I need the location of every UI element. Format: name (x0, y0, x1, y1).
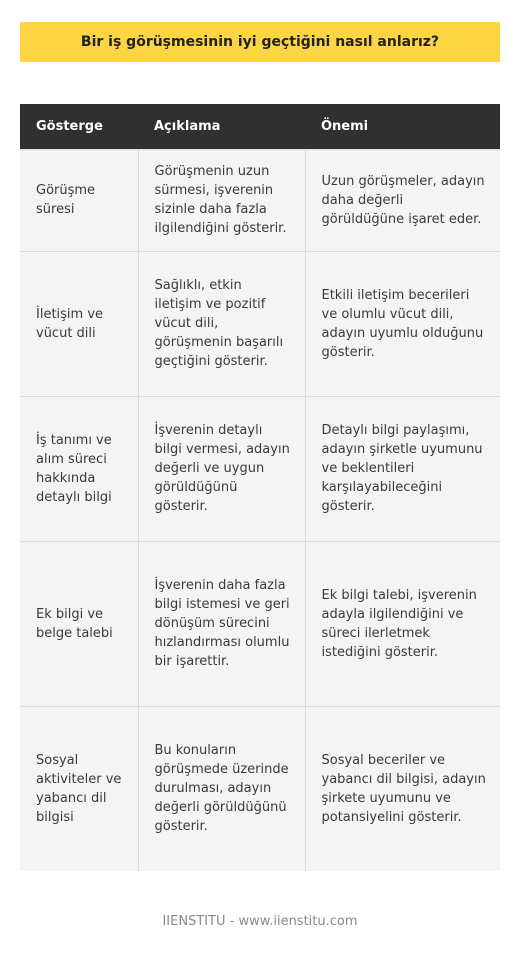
info-table (20, 104, 500, 871)
cell-aciklama: Sağlıklı, etkin iletişim ve pozitif vücut dili, görüşmenin başarılı geçtiğini gösterir. (138, 251, 305, 396)
cell-onemi: Detaylı bilgi paylaşımı, adayın şirketle uyumunu ve beklentileri karşılayabileceğini gösterir. (305, 396, 500, 541)
cell-gosterge: Ek bilgi ve belge talebi (20, 541, 138, 706)
cell-gosterge: Sosyal aktiviteler ve yabancı dil bilgisi (20, 706, 138, 871)
table-row (20, 396, 500, 541)
table-row (20, 541, 500, 706)
cell-aciklama: Görüşmenin uzun sürmesi, işverenin sizinle daha fazla ilgilendiğini gösterir. (138, 149, 305, 251)
title-banner (20, 22, 500, 62)
page-title: Bir iş görüşmesinin iyi geçtiğini nasıl anlarız? (80, 34, 440, 50)
table-row (20, 706, 500, 871)
table-row (20, 149, 500, 251)
table-row (20, 251, 500, 396)
cell-gosterge: İletişim ve vücut dili (20, 251, 138, 396)
header-onemi: Önemi (305, 104, 500, 149)
cell-onemi: Ek bilgi talebi, işverenin adayla ilgilendiğini ve süreci ilerletmek istediğini gösterir. (305, 541, 500, 706)
header-gosterge: Gösterge (20, 104, 138, 149)
cell-onemi: Sosyal beceriler ve yabancı dil bilgisi, adayın şirkete uyumunu ve potansiyelini gösterir. (305, 706, 500, 871)
cell-gosterge: Görüşme süresi (20, 149, 138, 251)
cell-onemi: Uzun görüşmeler, adayın daha değerli görüldüğüne işaret eder. (305, 149, 500, 251)
cell-aciklama: İşverenin detaylı bilgi vermesi, adayın değerli ve uygun görüldüğünü gösterir. (138, 396, 305, 541)
footer-text: IIENSTITU - www.iienstitu.com (162, 914, 358, 929)
header-aciklama: Açıklama (138, 104, 305, 149)
cell-gosterge: İş tanımı ve alım süreci hakkında detaylı bilgi (20, 396, 138, 541)
table-header-row (20, 104, 500, 149)
cell-aciklama: İşverenin daha fazla bilgi istemesi ve geri dönüşüm sürecini hızlandırması olumlu bir işarettir. (138, 541, 305, 706)
cell-aciklama: Bu konuların görüşmede üzerinde durulması, adayın değerli görüldüğünü gösterir. (138, 706, 305, 871)
cell-onemi: Etkili iletişim becerileri ve olumlu vücut dili, adayın uyumlu olduğunu gösterir. (305, 251, 500, 396)
